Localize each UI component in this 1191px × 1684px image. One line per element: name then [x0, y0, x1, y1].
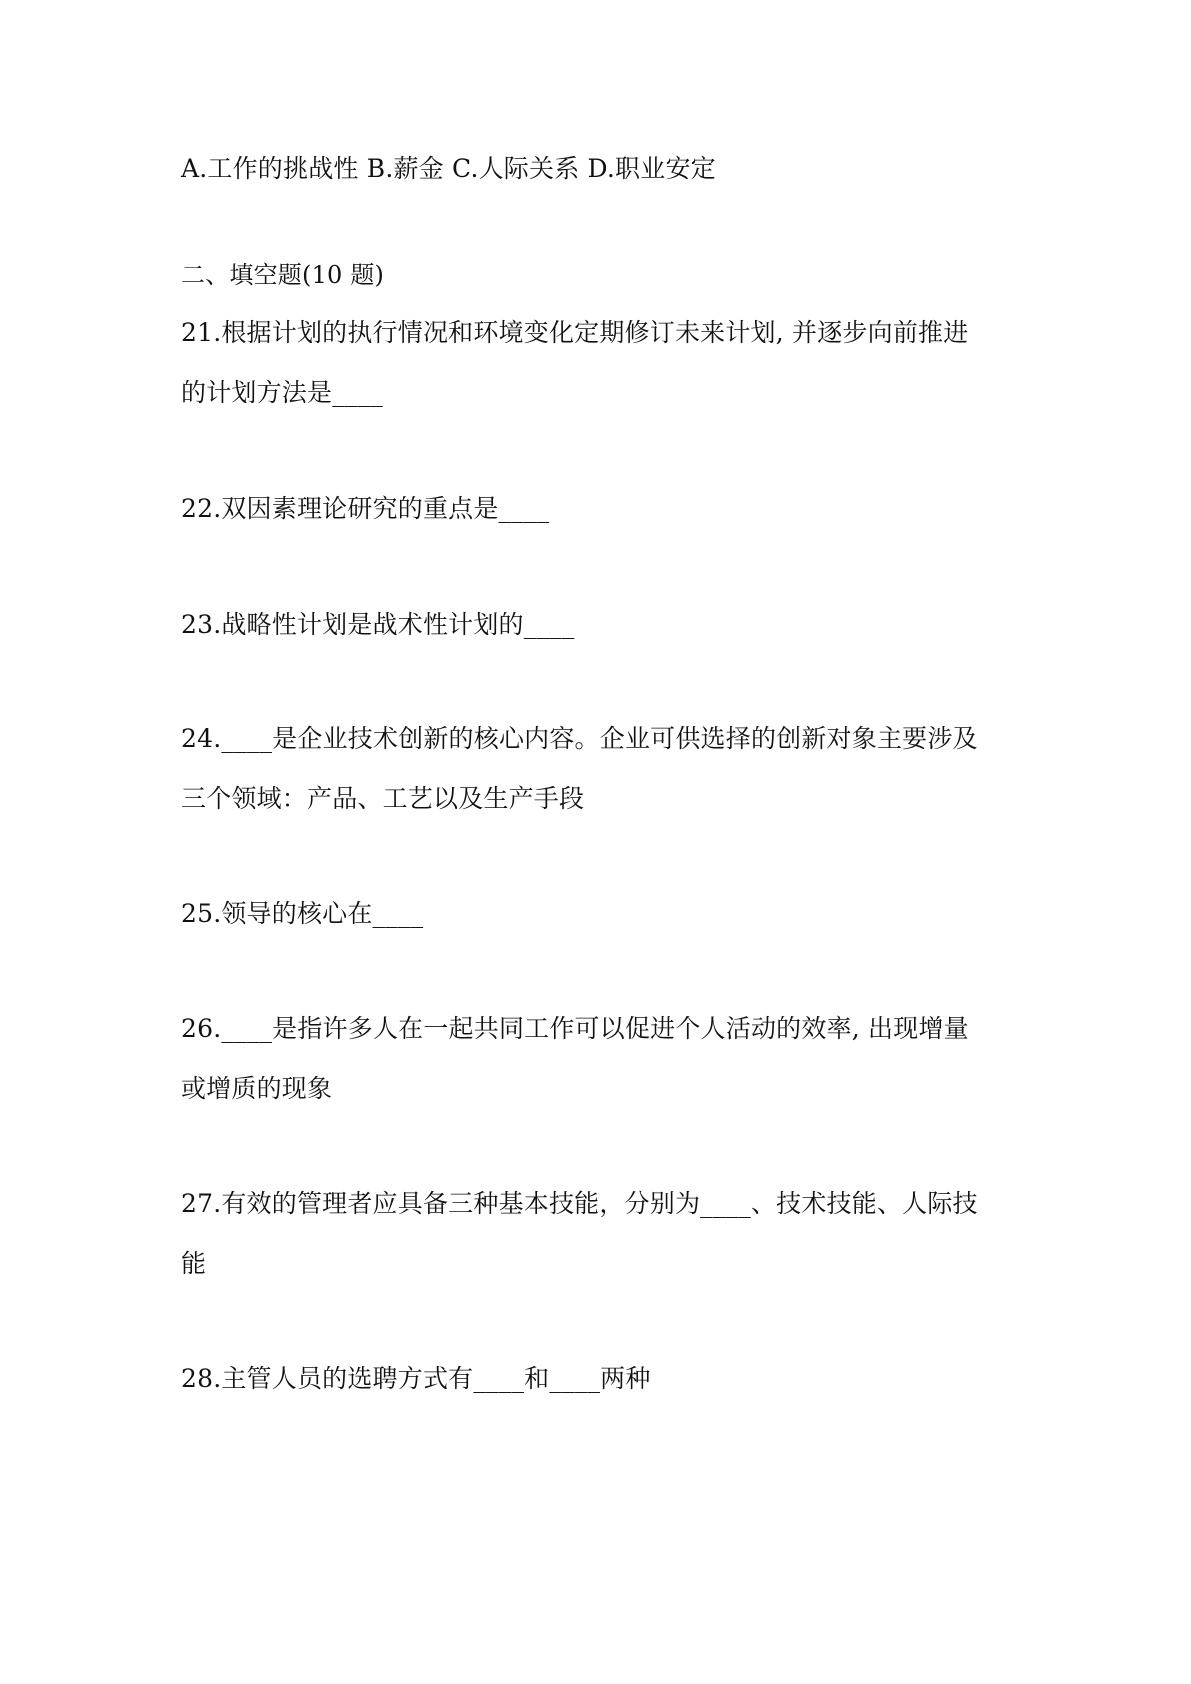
question-27-line-2: 能: [181, 1249, 207, 1278]
question-23: 23.战略性计划是战术性计划的____: [181, 610, 575, 639]
question-26-line-2: 或增质的现象: [181, 1074, 333, 1103]
question-27-line-1: 27.有效的管理者应具备三种基本技能，分别为____、技术技能、人际技: [181, 1189, 978, 1218]
question-24-line-2: 三个领域：产品、工艺以及生产手段: [181, 784, 585, 813]
question-25: 25.领导的核心在____: [181, 899, 424, 928]
question-26-line-1: 26.____是指许多人在一起共同工作可以促进个人活动的效率, 出现增量: [181, 1014, 969, 1043]
previous-question-options: A.工作的挑战性 B.薪金 C.人际关系 D.职业安定: [181, 154, 716, 183]
question-21-line-2: 的计划方法是____: [181, 378, 384, 407]
question-28: 28.主管人员的选聘方式有____和____两种: [181, 1364, 651, 1393]
question-24-line-1: 24.____是企业技术创新的核心内容。企业可供选择的创新对象主要涉及: [181, 724, 978, 753]
question-22: 22.双因素理论研究的重点是____: [181, 494, 550, 523]
section-heading: 二、填空题(10 题): [181, 261, 385, 289]
question-21-line-1: 21.根据计划的执行情况和环境变化定期修订未来计划, 并逐步向前推进: [181, 318, 969, 347]
